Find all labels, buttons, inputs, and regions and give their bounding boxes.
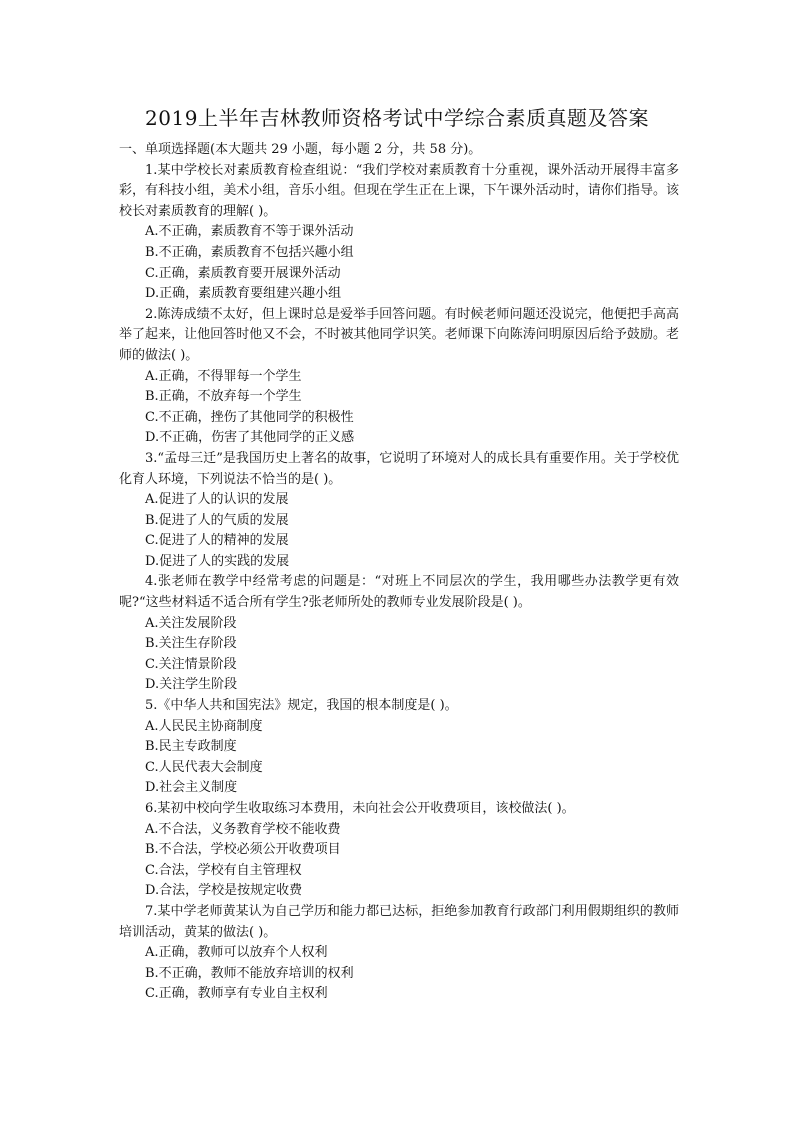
question-6-option-a: A.不合法，义务教育学校不能收费: [145, 821, 341, 837]
question-4-option-d: D.关注学生阶段: [145, 677, 238, 693]
document-body: [119, 140, 679, 1005]
question-1-option-c: C.正确，素质教育要开展课外活动: [145, 265, 341, 281]
question-1-option-b: B.不正确，素质教育不包括兴趣小组: [145, 244, 354, 260]
question-2-option-c: C.不正确，挫伤了其他同学的积极性: [145, 409, 354, 425]
question-6-option-d: D.合法，学校是按规定收费: [145, 883, 303, 899]
question-5-text: 5.《中华人共和国宪法》规定，我国的根本制度是( )。: [145, 698, 458, 714]
section-heading: 一、单项选择题(本大题共 29 小题，每小题 2 分，共 58 分)。: [119, 142, 482, 157]
question-7-text: 7.某中学老师黄某认为自己学历和能力都已达标，拒绝参加教育行政部门利用假期组织的教师培训活动，黄某的做法( )。: [119, 903, 679, 940]
question-7-option-b: B.不正确，教师不能放弃培训的权利: [145, 965, 354, 981]
question-2-option-b: B.正确，不放弃每一个学生: [145, 389, 302, 405]
question-1-option-a: A.不正确，素质教育不等于课外活动: [145, 224, 354, 240]
question-3-option-b: B.促进了人的气质的发展: [145, 512, 289, 528]
question-4-option-c: C.关注情景阶段: [145, 656, 237, 672]
question-3-option-c: C.促进了人的精神的发展: [145, 533, 289, 549]
question-2-option-d: D.不正确，伤害了其他同学的正义感: [145, 430, 355, 446]
question-4-option-a: A.关注发展阶段: [145, 615, 237, 631]
question-3-option-d: D.促进了人的实践的发展: [145, 553, 290, 569]
question-6-text: 6.某初中校向学生收取练习本费用，未向社会公开收费项目，该校做法( )。: [145, 801, 575, 816]
question-1-option-d: D.正确，素质教育要组建兴趣小组: [145, 286, 342, 302]
page-title: 2019上半年吉林教师资格考试中学综合素质真题及答案: [145, 106, 649, 130]
question-2-option-a: A.正确，不得罪每一个学生: [145, 368, 302, 384]
question-5-option-b: B.民主专政制度: [145, 739, 237, 755]
question-6-option-b: B.不合法，学校必须公开收费项目: [145, 842, 341, 858]
question-1-text: 1.某中学校长对素质教育检查组说：“我们学校对素质教育十分重视，课外活动开展得丰富多彩，有科技小组，美术小组，音乐小组。但现在学生正在上课，下午课外活动时，请你们指导。该校长对素质教育的理解( )。: [119, 162, 679, 219]
question-2-text: 2.陈涛成绩不太好，但上课时总是爱举手回答问题。有时候老师问题还没说完，他便把手高高举了起来，让他回答时他又不会，不时被其他同学识笑。老师课下向陈涛问明原因后给予鼓励。老师的做法( )。: [119, 306, 679, 363]
question-6-option-c: C.合法，学校有自主管理权: [145, 862, 302, 878]
question-5-option-a: A.人民民主协商制度: [145, 718, 263, 734]
question-5-option-d: D.社会主义制度: [145, 780, 238, 796]
question-7-option-c: C.正确，教师享有专业自主权利: [145, 986, 328, 1002]
question-7-option-a: A.正确，教师可以放弃个人权利: [145, 945, 328, 961]
question-3-text: 3.“孟母三迁”是我国历史上著名的故事，它说明了环境对人的成长具有重要作用。关于学校优化育人环境，下列说法不恰当的是( )。: [119, 450, 679, 487]
question-4-option-b: B.关注生存阶段: [145, 636, 237, 652]
question-4-text: 4.张老师在教学中经常考虑的问题是：“对班上不同层次的学生，我用哪些办法教学更有效呢?“这些材料适不适合所有学生?张老师所处的教师专业发展阶段是( )。: [119, 574, 679, 611]
question-3-option-a: A.促进了人的认识的发展: [145, 492, 289, 508]
question-5-option-c: C.人民代表大会制度: [145, 759, 263, 775]
